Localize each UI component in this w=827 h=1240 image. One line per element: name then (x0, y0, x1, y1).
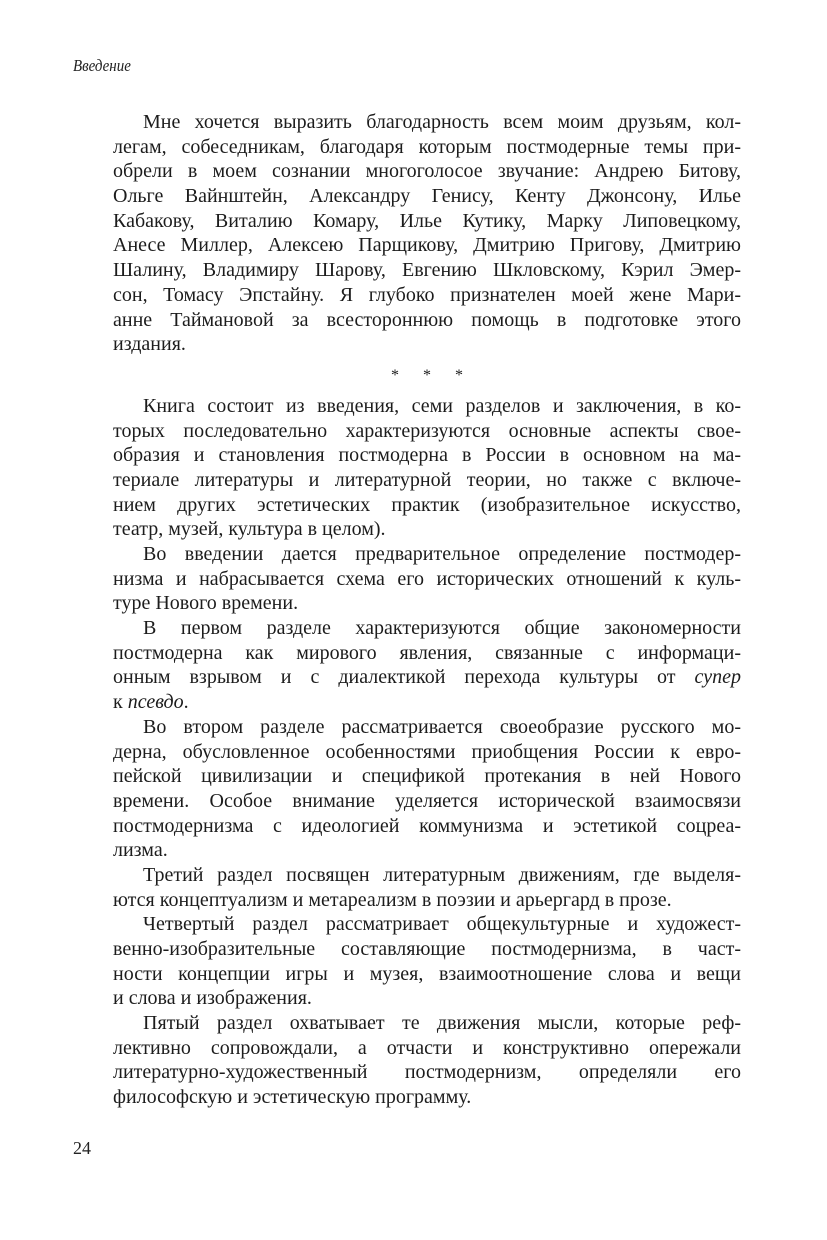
text-line: онным взрывом и с диалектикой перехода культуры от супер (113, 666, 742, 689)
body-text (113, 110, 741, 1110)
italic-term-pseudo: псевдо (127, 691, 184, 714)
page-number: 24 (73, 1138, 91, 1158)
text-line: В первом разделе характеризуются общие закономерности (143, 617, 741, 640)
text-line: образия и становления постмодерна в России в основном на ма- (113, 444, 741, 467)
text-line: Во втором разделе рассматривается своеобразие русского мо- (143, 715, 741, 738)
text-line: постмодерна как мирового явления, связанные с информаци- (113, 641, 741, 664)
text-line: Четвертый раздел рассматривает общекультурные и художест- (143, 913, 741, 936)
italic-term-super: супер (694, 666, 742, 689)
paragraph-section-two (113, 715, 741, 863)
running-head-title: Введение (73, 56, 131, 75)
text-line: Книга состоит из введения, семи разделов и заключения, в ко- (143, 394, 741, 417)
text-line: Во введении дается предварительное определение постмодер- (143, 543, 741, 565)
text-line: к псевдо. (113, 691, 189, 714)
text-line: Третий раздел посвящен литературным движениям, где выделя- (143, 863, 741, 886)
text-line: Ольге Вайнштейн, Александру Генису, Кенту Джонсону, Илье (113, 185, 741, 208)
text-line: Кабакову, Виталию Комару, Илье Кутику, Марку Липовецкому, (113, 209, 741, 232)
text-line: Шалину, Владимиру Шарову, Евгению Шкловскому, Кэрил Эмер- (113, 259, 741, 282)
text-line: Пятый раздел охватывает те движения мысли, которые реф- (143, 1012, 741, 1035)
text-line: лективно сопровождали, а отчасти и конструктивно опережали (113, 1036, 741, 1059)
text-line: торых последовательно характеризуются основные аспекты свое- (113, 419, 741, 442)
text-line: театр, музей, культура в целом). (113, 518, 386, 541)
text-line: издания. (113, 333, 186, 356)
text-line: низма и набрасывается схема его исторических отношений к куль- (113, 567, 741, 590)
text-line: анне Таймановой за всестороннюю помощь в подготовке этого (113, 308, 741, 331)
text-line: Анесе Миллер, Алексею Парщикову, Дмитрию Пригову, Дмитрию (113, 234, 741, 257)
text-line: времени. Особое внимание уделяется исторической взаимосвязи (113, 789, 741, 812)
paragraph-section-four (113, 912, 741, 1011)
paragraph-section-one (113, 616, 741, 715)
text-line: постмодернизма с идеологией коммунизма и эстетикой соцреа- (113, 814, 741, 837)
text-line: лизма. (113, 839, 168, 862)
paragraph-acknowledgements (113, 110, 741, 357)
text-line: дерна, обусловленное особенностями приобщения России к евро- (113, 740, 741, 763)
paragraph-book-structure (113, 394, 741, 542)
text-line: туре Нового времени. (113, 592, 299, 615)
text-line: Мне хочется выразить благодарность всем моим друзьям, кол- (143, 111, 741, 133)
section-separator: * * * (391, 366, 473, 384)
text-line: териале литературы и литературной теории, но также с включе- (113, 468, 741, 491)
paragraph-section-three (113, 863, 741, 912)
text-line: легам, собеседникам, благодаря которым постмодерные темы при- (113, 135, 741, 158)
text-line: обрели в моем сознании многоголосое звучание: Андрею Битову, (113, 160, 741, 183)
text-line: ности концепции игры и музея, взаимоотношение слова и вещи (113, 962, 741, 985)
text-line: венно-изобразительные составляющие постмодернизма, в част- (113, 938, 741, 960)
text-line: сон, Томасу Эпстайну. Я глубоко признателен моей жене Мари- (113, 283, 741, 306)
text-line: ются концептуализм и метареализм в поэзии и арьергард в прозе. (113, 888, 672, 911)
paragraph-section-five (113, 1011, 741, 1110)
text-line: и слова и изображения. (113, 987, 312, 1010)
text-line: пейской цивилизации и спецификой протекания в ней Нового (113, 765, 741, 788)
text-line: литературно-художественный постмодернизм, определяли его (113, 1061, 741, 1084)
paragraph-introduction (113, 542, 741, 616)
text-line: философскую и эстетическую программу. (113, 1086, 472, 1109)
text-line: нием других эстетических практик (изобразительное искусство, (113, 493, 741, 516)
